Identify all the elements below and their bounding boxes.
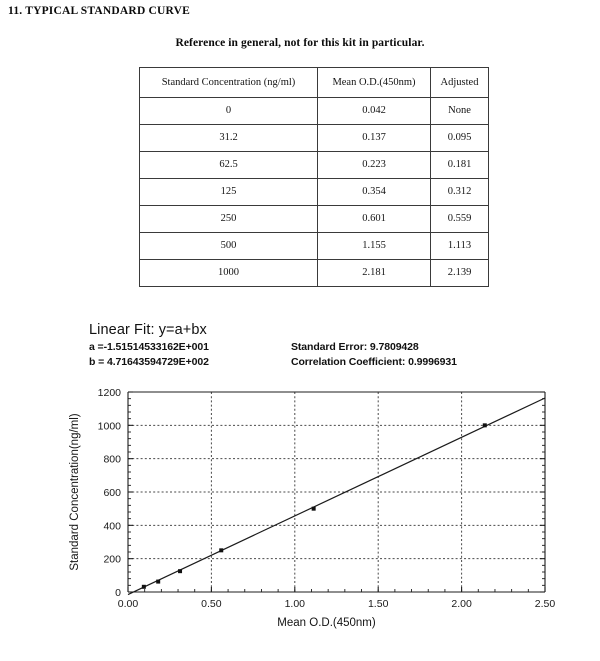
correlation-coefficient-value: Correlation Coefficient: 0.9996931 xyxy=(291,356,457,368)
cell-adjusted: 1.113 xyxy=(431,233,489,260)
x-axis-title: Mean O.D.(450nm) xyxy=(277,617,376,629)
cell-mean-od: 0.137 xyxy=(318,125,431,152)
standard-curve-table xyxy=(139,67,489,287)
table-row xyxy=(140,152,489,179)
cell-adjusted: 0.559 xyxy=(431,206,489,233)
cell-concentration: 500 xyxy=(140,233,318,260)
cell-mean-od: 0.223 xyxy=(318,152,431,179)
data-point xyxy=(219,548,223,552)
chart-canvas xyxy=(0,378,600,648)
page-title: 11. TYPICAL STANDARD CURVE xyxy=(8,5,191,17)
linear-fit-block xyxy=(89,322,457,371)
cell-adjusted: None xyxy=(431,98,489,125)
chart-series xyxy=(128,398,545,595)
cell-mean-od: 0.042 xyxy=(318,98,431,125)
x-tick-label: 1.00 xyxy=(284,598,306,610)
data-point xyxy=(178,569,182,573)
regression-line xyxy=(128,398,545,595)
coefficient-b-value: b = 4.71643594729E+002 xyxy=(89,356,209,368)
standard-error-value: Standard Error: 9.7809428 xyxy=(291,341,419,353)
cell-concentration: 250 xyxy=(140,206,318,233)
table-row xyxy=(140,179,489,206)
cell-concentration: 62.5 xyxy=(140,152,318,179)
table-row xyxy=(140,233,489,260)
cell-concentration: 1000 xyxy=(140,260,318,287)
cell-adjusted: 0.095 xyxy=(431,125,489,152)
cell-concentration: 125 xyxy=(140,179,318,206)
chart-gridlines xyxy=(128,392,545,592)
linear-fit-row-a xyxy=(89,341,419,356)
y-tick-label: 400 xyxy=(103,520,121,533)
cell-concentration: 0 xyxy=(140,98,318,125)
table-row xyxy=(140,125,489,152)
reference-note: Reference in general, not for this kit in particular. xyxy=(175,37,425,49)
y-tick-label: 600 xyxy=(103,487,121,499)
y-axis-title: Standard Concentration(ng/ml) xyxy=(69,413,81,571)
cell-adjusted: 0.181 xyxy=(431,152,489,179)
x-tick-label: 2.50 xyxy=(534,598,556,610)
data-point xyxy=(483,423,487,427)
y-tick-label: 800 xyxy=(103,453,121,466)
column-header-concentration: Standard Concentration (ng/ml) xyxy=(140,68,318,98)
cell-mean-od: 0.354 xyxy=(318,179,431,206)
y-tick-label: 1200 xyxy=(97,387,121,399)
data-point xyxy=(142,585,146,589)
cell-adjusted: 2.139 xyxy=(431,260,489,287)
table-row xyxy=(140,206,489,233)
table-header-row xyxy=(140,68,489,98)
coefficient-a-value: a =-1.51514533162E+001 xyxy=(89,341,209,353)
y-tick-label: 200 xyxy=(103,553,121,566)
column-header-adjusted: Adjusted xyxy=(431,68,489,98)
cell-mean-od: 0.601 xyxy=(318,206,431,233)
x-tick-label: 1.50 xyxy=(367,598,389,610)
cell-mean-od: 1.155 xyxy=(318,233,431,260)
x-tick-label: 2.00 xyxy=(451,598,472,610)
linear-fit-title: Linear Fit: y=a+bx xyxy=(89,322,207,338)
data-point xyxy=(156,580,160,584)
cell-adjusted: 0.312 xyxy=(431,179,489,206)
x-tick-label: 0.50 xyxy=(201,598,222,610)
data-point xyxy=(312,507,316,511)
cell-mean-od: 2.181 xyxy=(318,260,431,287)
table-row xyxy=(140,98,489,125)
y-tick-label: 1000 xyxy=(97,420,121,433)
table-row xyxy=(140,260,489,287)
cell-concentration: 31.2 xyxy=(140,125,318,152)
linear-fit-row-b xyxy=(89,356,457,371)
x-tick-label: 0.00 xyxy=(117,598,139,610)
standard-curve-chart xyxy=(0,378,600,648)
y-tick-label: 0 xyxy=(115,587,121,599)
column-header-mean-od: Mean O.D.(450nm) xyxy=(318,68,431,98)
